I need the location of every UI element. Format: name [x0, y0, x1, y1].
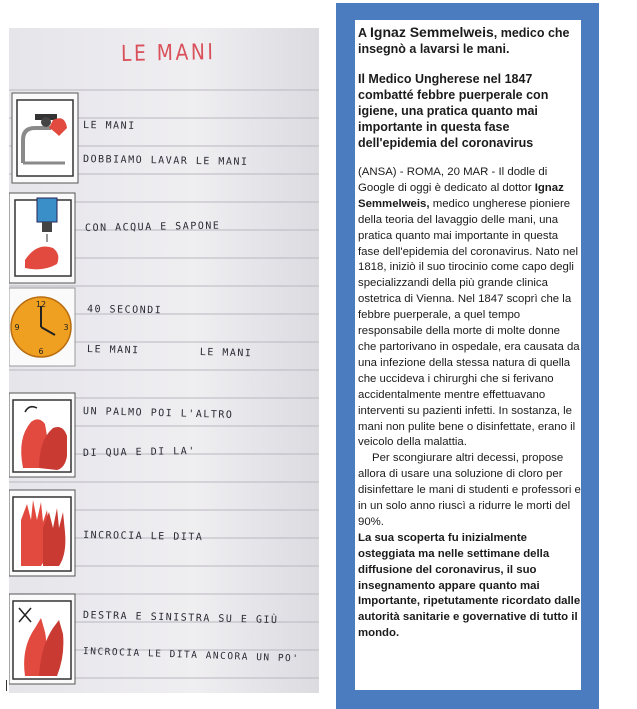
- handwritten-line: LE MANI: [82, 120, 136, 132]
- handwritten-line: CON ACQUA E SAPONE: [84, 220, 221, 234]
- clock-number-3: 3: [63, 323, 69, 332]
- handwritten-line: DOBBIAMO LAVAR LE MANI: [82, 154, 249, 168]
- palms-card: [9, 393, 75, 477]
- handwritten-line: UN PALMO POI L'ALTRO: [82, 406, 234, 421]
- crossing-hands-card: [9, 594, 75, 684]
- dedication-suffix: , medico che insegnò a lavarsi le mani.: [358, 26, 570, 56]
- article-body: [355, 20, 581, 690]
- article-closing: La sua scoperta fu inizialmente osteggiata ma nelle settimane della diffusione del coronavirus, il suo insegnamento appare quanto mai Importante, ripetutamente ricordato dalle autorità sanitarie e governative di tutto il mondo.: [358, 531, 581, 640]
- handwritten-page-photo: [9, 28, 319, 693]
- handwritten-line: LE MANI LE MANI: [86, 344, 253, 360]
- clock-card: [9, 288, 75, 366]
- body-prefix: (ANSA) - ROMA, 20 MAR - Il dodle di Google di oggi è dedicato al dottor: [358, 166, 548, 194]
- handwritten-line: INCROCIA LE DITA: [82, 530, 204, 544]
- fingers-card: [9, 490, 75, 576]
- text-cursor: [6, 680, 7, 691]
- clock-number-6: 6: [38, 347, 44, 356]
- article-paragraph: [358, 165, 581, 451]
- dedication-name: Ignaz Semmelweis: [370, 24, 494, 40]
- article-paragraph-2: Per scongiurare altri decessi, propose allora di usare una soluzione di cloro per disinfettare le mani di studenti e professori e in un solo anno riuscì a ridurre le morti del 90%.: [358, 452, 581, 528]
- handwritten-line: DI QUA E DI LA': [82, 446, 196, 459]
- handwritten-line: 40 SECONDI: [86, 304, 163, 317]
- handwritten-line: DESTRA E SINISTRA SU E GIÙ: [82, 610, 279, 627]
- body-name: Ignaz Semmelweis,: [358, 181, 564, 210]
- clock-number-9: 9: [14, 323, 20, 332]
- handwritten-line: INCROCIA LE DITA ANCORA UN PO': [82, 646, 300, 665]
- body-rest: medico ungherese pioniere della teoria del lavaggio delle mani, una pratica quanto mai importante in questa fase dell'epidemia del coronavirus. Nato nel 1818, iniziò il suo tirocinio come capo degli specializzandi della più grande clinica ostetrica di Vienna. Nel 1847 scoprì che la febbre puerperale, a quel tempo responsabile della morte di molte donne che partorivano in ospedale, era causata da una infezione della stessa natura di quella che uccideva i chirurghi che si ferivano accidentalmente mentre effettuavano interventi su pazienti infetti. In sostanza, le mani non pulite bene o disinfettate, erano il veicolo della malattia.: [358, 197, 580, 449]
- clock-number-12: 12: [35, 300, 47, 309]
- handwritten-title: LE MANI: [120, 40, 216, 67]
- faucet-card: [12, 93, 78, 183]
- article-subheading: Il Medico Ungherese nel 1847 combatté febbre puerperale con igiene, una pratica quanto mai importante in questa fase dell'epidemia del coronavirus: [358, 72, 549, 150]
- soap-card: [9, 193, 75, 283]
- article-dedication: [358, 24, 581, 57]
- dedication-prefix: A: [358, 26, 371, 40]
- notebook-drawing: [9, 28, 319, 693]
